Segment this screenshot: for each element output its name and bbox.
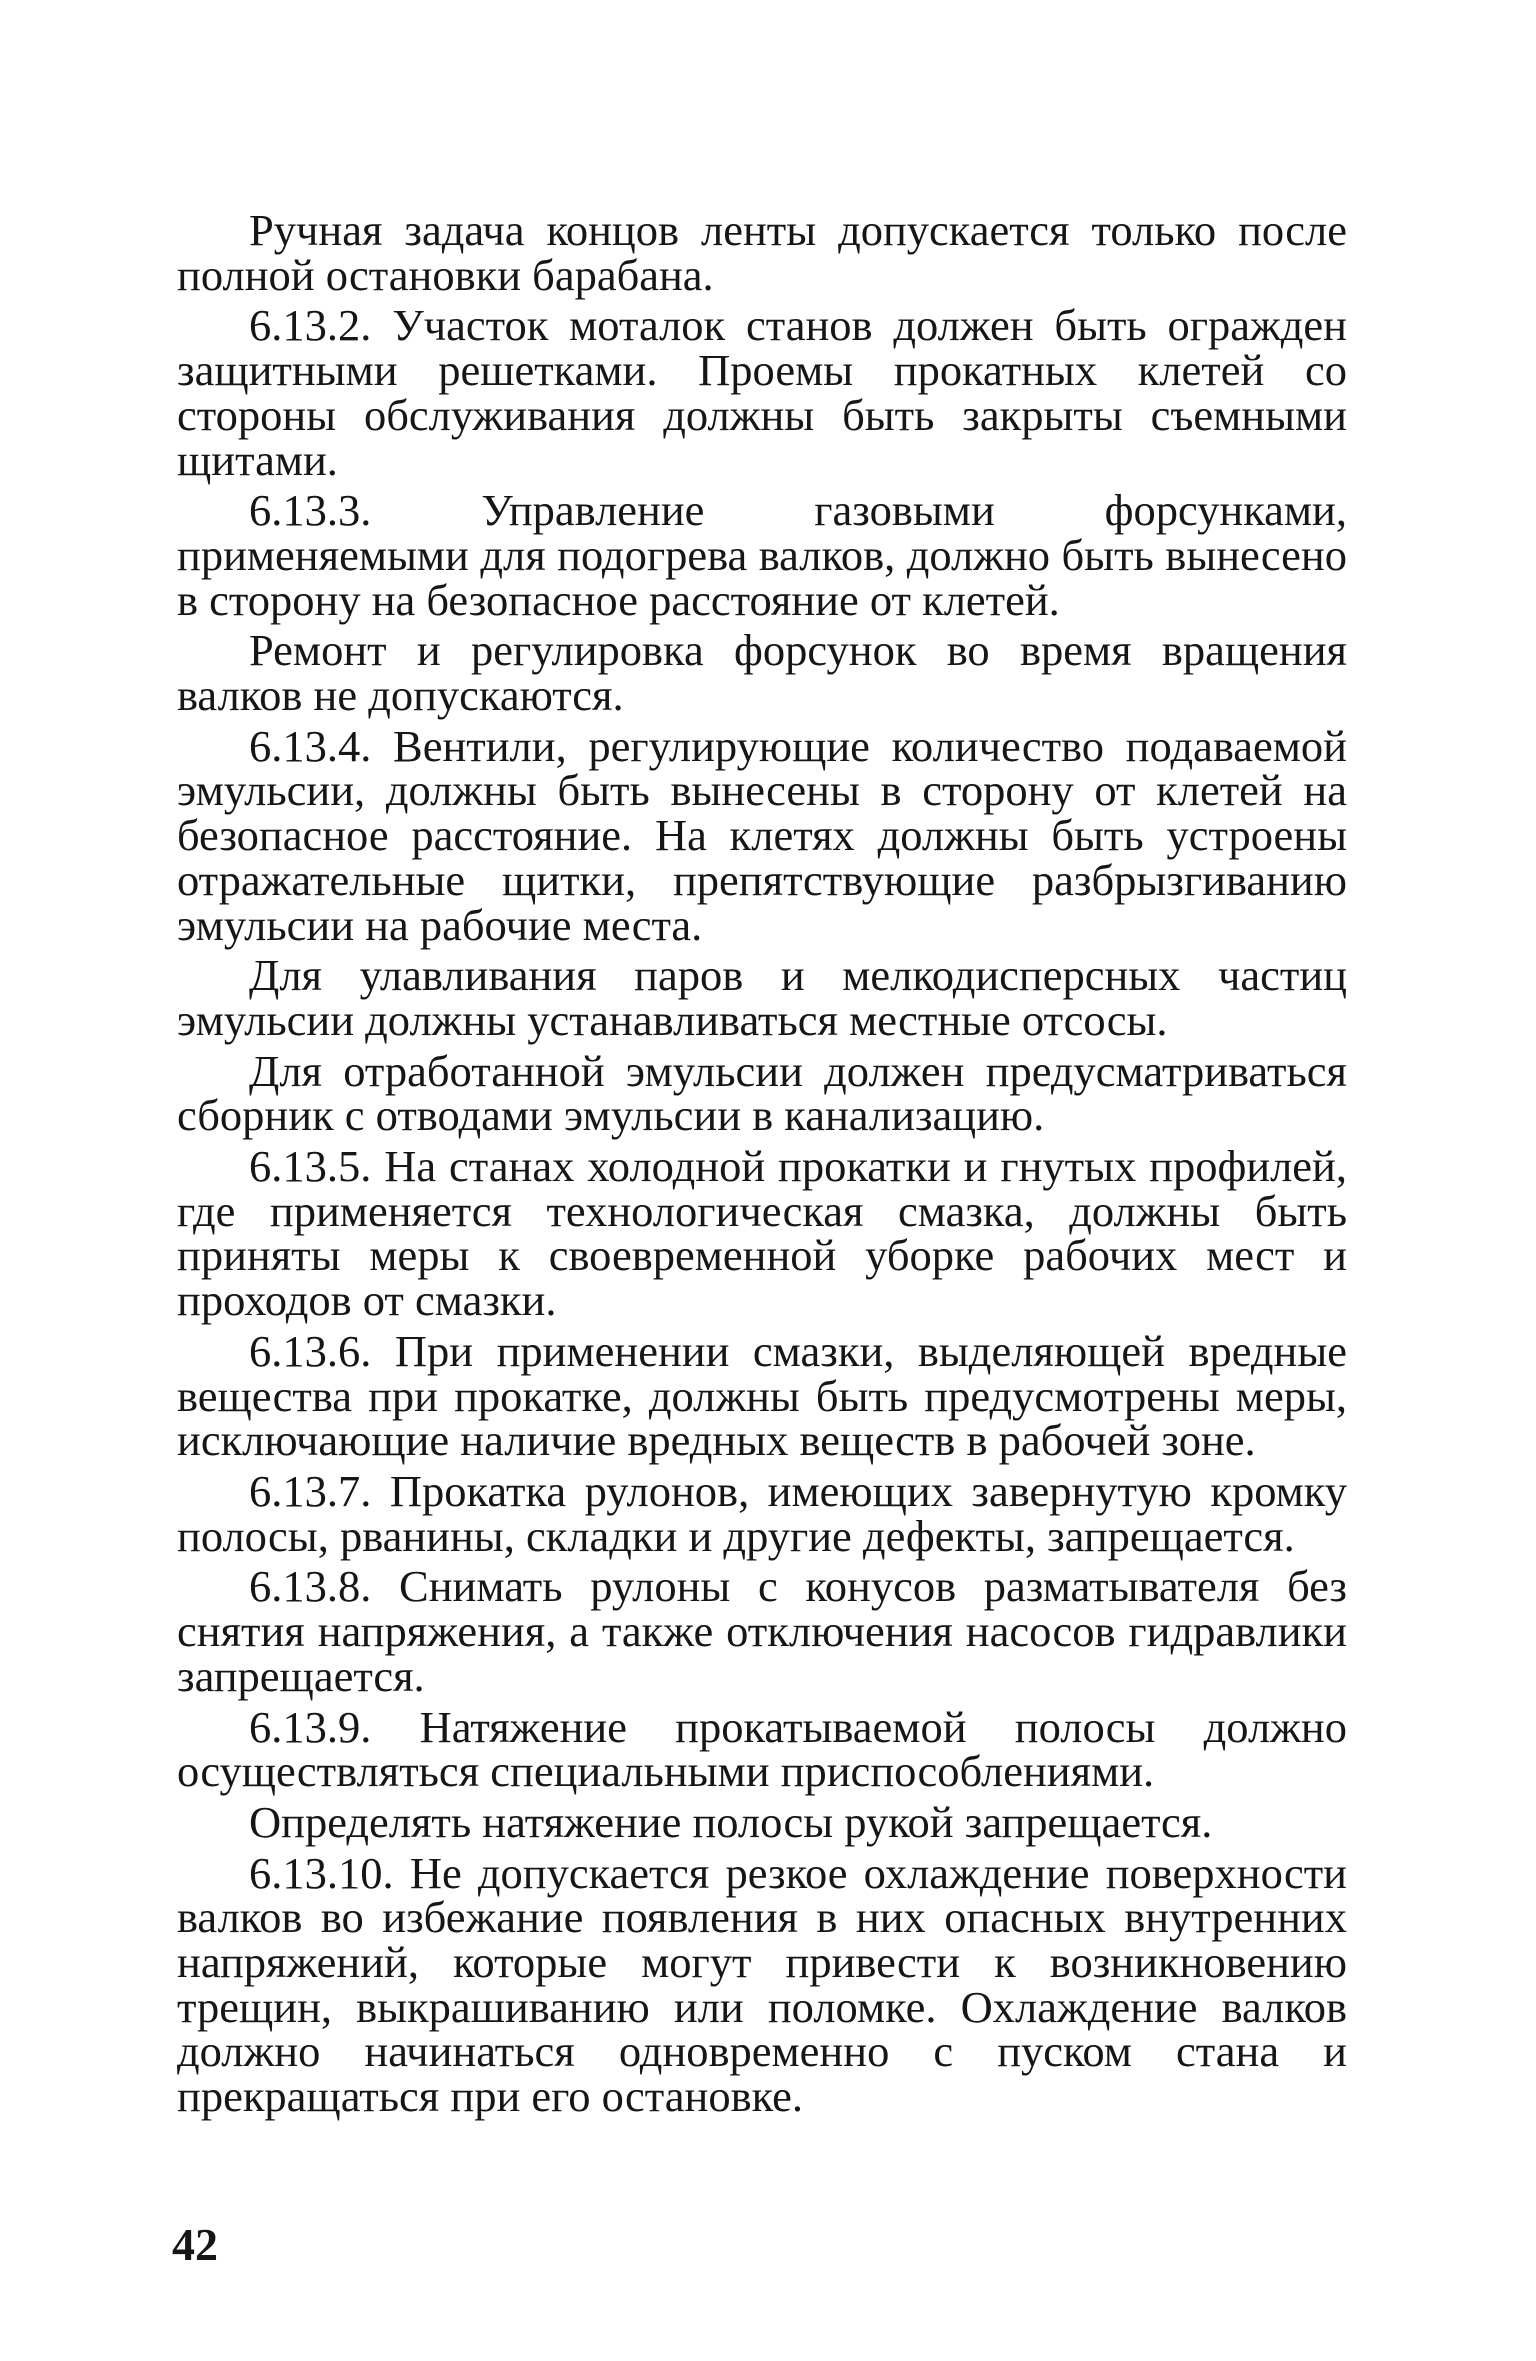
paragraph: Для улавливания паров и мелкодисперсных частиц эмульсии должны устанавливаться местные отсосы. [177, 950, 1347, 1045]
paragraph: 6.13.4. Вентили, регулирующие количество подаваемой эмульсии, должны быть вынесены в сторону от клетей на безопасное расстояние. На клетях должны быть устроены отражательные щитки, препятствующие разбрызгиванию эмульсии на рабочие места. [177, 720, 1347, 950]
paragraph: 6.13.9. Натяжение прокатываемой полосы должно осуществляться специальными приспособлениями. [177, 1701, 1347, 1797]
paragraph: Ремонт и регулировка форсунок во время вращения валков не допускаются. [177, 625, 1347, 721]
paragraph: Определять натяжение полосы рукой запрещается. [249, 1796, 1213, 1847]
paragraph: 6.13.5. На станах холодной прокатки и гнутых профилей, где применяется технологическая смазка, должны быть приняты меры к своевременной уборке рабочих мест и проходов от смазки. [177, 1141, 1347, 1326]
paragraph: Для отработанной эмульсии должен предусматриваться сборник с отводами эмульсии в канализацию. [177, 1045, 1347, 1141]
paragraph: 6.13.10. Не допускается резкое охлаждение поверхности валков во избежание появления в них опасных внутренних напряжений, которые могут привести к возникновению трещин, выкрашиванию или поломке. Охлаждение валков должно начинаться одновременно с пуском стана и прекращаться при его остановке. [177, 1847, 1347, 2122]
paragraph: 6.13.3. Управление газовыми форсунками, применяемыми для подогрева валков, должно быть вынесено в сторону на безопасное расстояние от клетей. [177, 485, 1347, 625]
body-text [177, 205, 1347, 2125]
paragraph: Ручная задача концов ленты допускается только после полной остановки барабана. [177, 205, 1347, 300]
paragraph: 6.13.2. Участок моталок станов должен быть огражден защитными решетками. Проемы прокатных клетей со стороны обслуживания должны быть закрыты съемными щитами. [177, 300, 1347, 485]
paragraph: 6.13.8. Снимать рулоны с конусов разматывателя без снятия напряжения, а также отключения насосов гидравлики запрещается. [177, 1561, 1347, 1701]
paragraph: 6.13.7. Прокатка рулонов, имеющих завернутую кромку полосы, рванины, складки и другие дефекты, запрещается. [177, 1465, 1347, 1561]
paragraph: 6.13.6. При применении смазки, выделяющей вредные вещества при прокатке, должны быть предусмотрены меры, исключающие наличие вредных веществ в рабочей зоне. [177, 1325, 1347, 1466]
page-number: 42 [172, 2219, 218, 2270]
